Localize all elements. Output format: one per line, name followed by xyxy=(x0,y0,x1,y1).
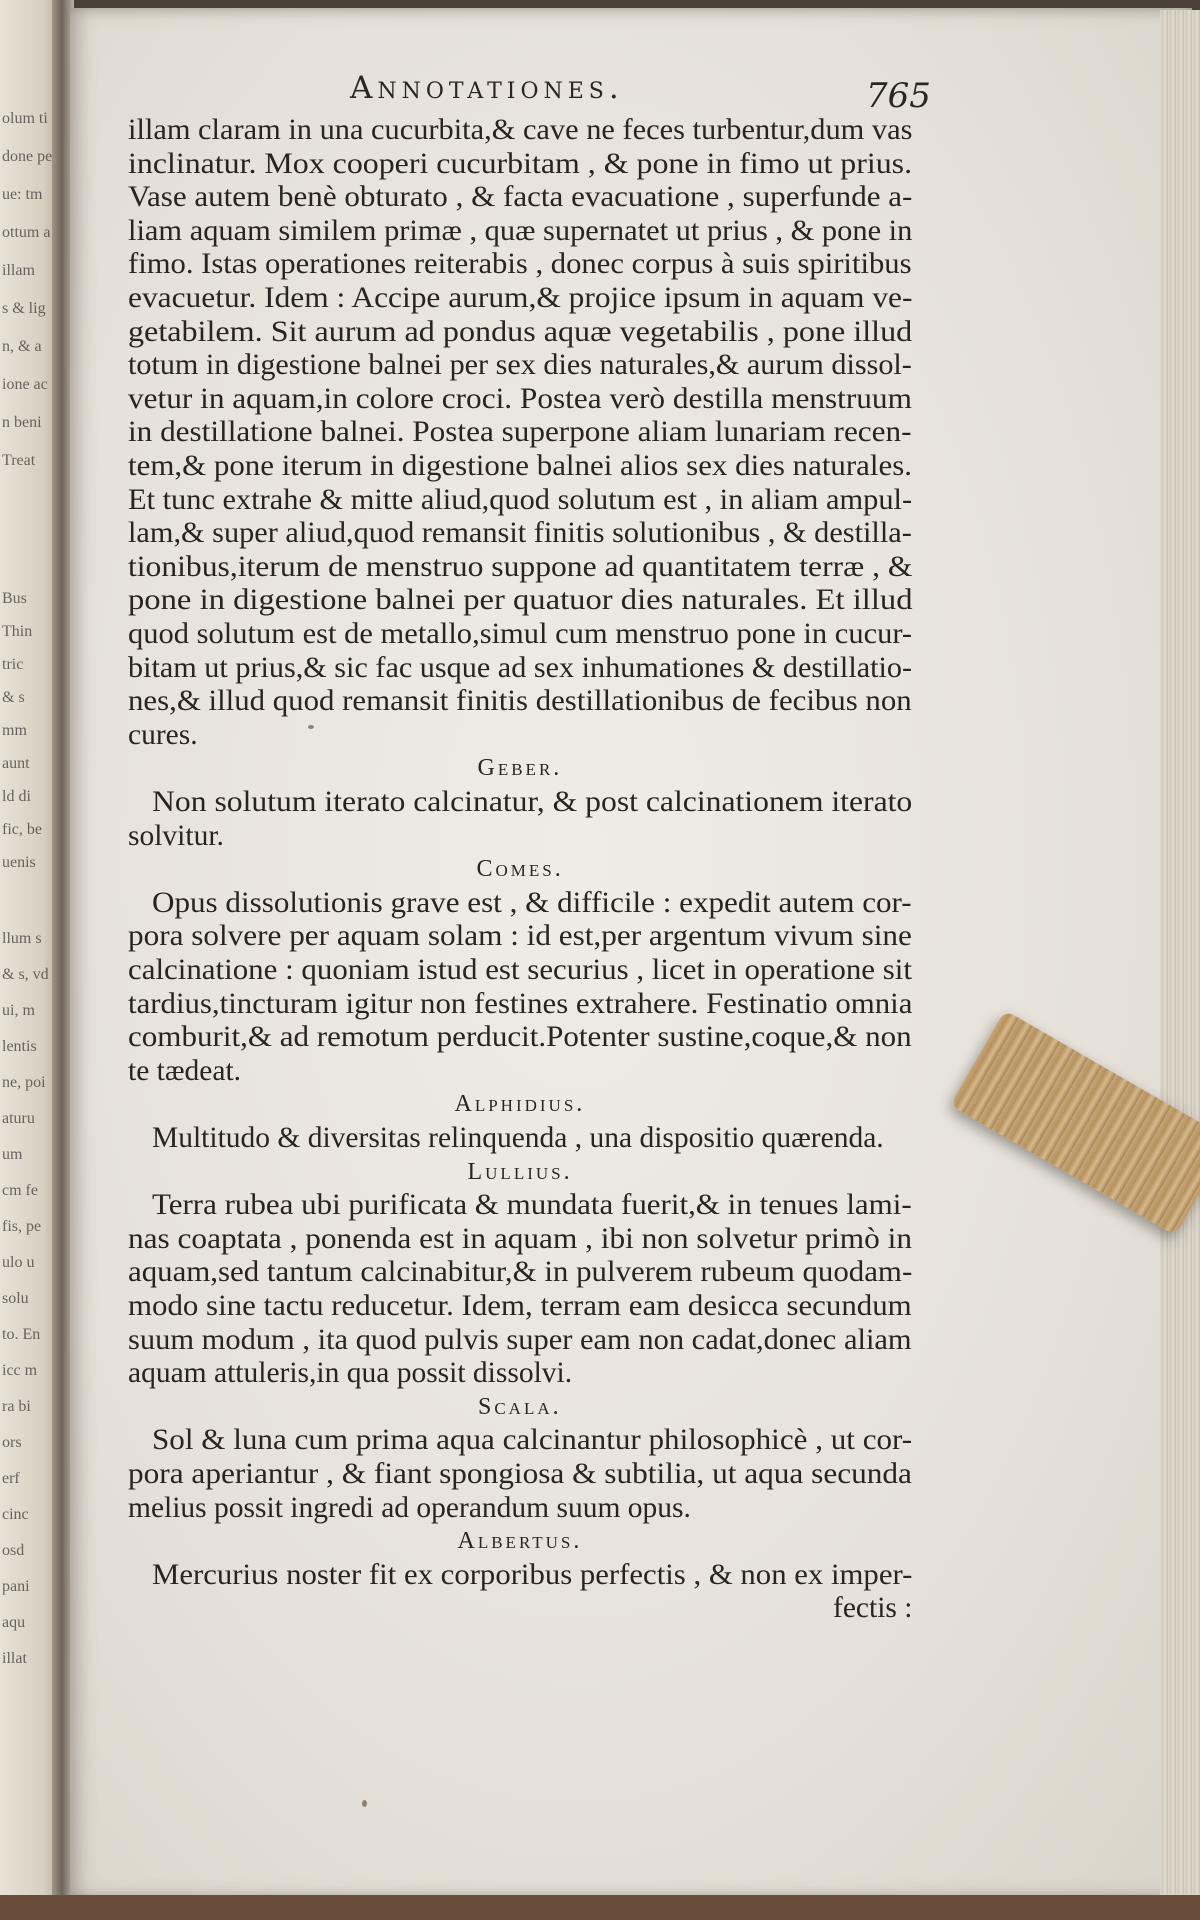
text-line: nes,& illud quod remansit finitis destillationibus de fecibus non xyxy=(128,685,912,718)
margin-fragment: ulo u xyxy=(2,1254,35,1271)
margin-fragment: ottum a xyxy=(2,224,51,241)
text-line: pora aperiantur , & fiant spongiosa & subtilia, ut aqua secunda xyxy=(128,1458,912,1490)
margin-fragment: Treat xyxy=(2,452,36,469)
text-line: Sol & luna cum prima aqua calcinantur philosophicè , ut cor- xyxy=(152,1424,913,1457)
running-title: Annotationes. xyxy=(350,70,624,106)
text-line: suum modum , ita quod pulvis super eam non cadat,donec aliam xyxy=(128,1323,912,1356)
margin-fragment: erf xyxy=(2,1470,20,1487)
margin-fragment: ra bi xyxy=(2,1398,31,1415)
text-line: solvitur. xyxy=(128,819,224,852)
catchword: fectis : xyxy=(833,1592,913,1625)
margin-fragment: osd xyxy=(2,1542,25,1559)
margin-fragment: lentis xyxy=(2,1038,37,1055)
section-heading: Lullius. xyxy=(467,1158,573,1185)
text-line: getabilem. Sit aurum ad pondus aquæ vegetabilis , pone illud xyxy=(128,315,913,348)
text-line: cures. xyxy=(128,718,198,751)
margin-fragment: ione ac xyxy=(2,376,48,393)
text-line: tem,& pone iterum in digestione balnei alios sex dies naturales. xyxy=(128,450,912,482)
margin-fragment: fic, be xyxy=(2,821,42,838)
text-line: lam,& super aliud,quod remansit finitis solutionibus , & destilla- xyxy=(128,517,912,550)
text-line: pone in digestione balnei per quatuor dies naturales. Et illud xyxy=(128,584,913,617)
paper-speck xyxy=(308,725,314,729)
margin-fragment: n, & a xyxy=(2,338,42,355)
text-line: liam aquam similem primæ , quæ supernatet ut prius , & pone in xyxy=(128,214,913,247)
text-line: nas coaptata , ponenda est in aquam , ibi non solvetur primò in xyxy=(128,1222,912,1255)
margin-fragment: um xyxy=(2,1146,23,1163)
text-line: Terra rubea ubi purificata & mundata fuerit,& in tenues lami- xyxy=(152,1189,912,1222)
text-line: bitam ut prius,& sic fac usque ad sex inhumationes & destillatio- xyxy=(128,651,913,684)
text-line: tardius,tincturam igitur non festines extrahere. Festinatio omnia xyxy=(128,987,913,1020)
section-heading: Comes. xyxy=(476,856,564,883)
text-line: in destillatione balnei. Postea superpone aliam lunariam recen- xyxy=(128,416,912,449)
margin-fragment: aunt xyxy=(2,755,30,772)
margin-fragment: ld di xyxy=(2,788,31,805)
margin-fragment: llum s xyxy=(2,930,42,947)
section-heading: Scala. xyxy=(478,1393,562,1420)
margin-fragment: & s xyxy=(2,689,25,706)
text-line: modo sine tactu reducetur. Idem, terram eam desicca secundum xyxy=(128,1290,912,1322)
text-line: Non solutum iterato calcinatur, & post calcinationem iterato xyxy=(152,786,913,818)
text-line: melius possit ingredi ad operandum suum opus. xyxy=(128,1491,691,1524)
margin-fragment: olum ti xyxy=(2,110,48,127)
text-line: evacuetur. Idem : Accipe aurum,& projice ipsum in aquam ve- xyxy=(128,282,913,314)
text-line: Mercurius noster fit ex corporibus perfectis , & non ex imper- xyxy=(152,1558,913,1591)
text-line: Vase autem benè obturato , & facta evacuatione , superfunde a- xyxy=(128,181,913,214)
paper-speck xyxy=(362,1800,367,1807)
margin-fragment: done pe xyxy=(2,148,53,165)
margin-fragment: aqu xyxy=(2,1614,26,1631)
text-line: comburit,& ad remotum perducit.Potenter sustine,coque,& non xyxy=(128,1021,912,1054)
text-line: te tædeat. xyxy=(128,1054,242,1087)
text-line: totum in digestione balnei per sex dies naturales,& aurum dissol- xyxy=(128,349,912,382)
section-heading: Geber. xyxy=(477,755,563,782)
margin-fragment: mm xyxy=(2,722,27,739)
margin-fragment: ui, m xyxy=(2,1002,35,1019)
section-heading: Alphidius. xyxy=(454,1091,586,1118)
margin-fragment: fis, pe xyxy=(2,1218,42,1235)
text-line: Opus dissolutionis grave est , & difficile : expedit autem cor- xyxy=(152,886,912,919)
text-line: inclinatur. Mox cooperi cucurbitam , & pone in fimo ut prius. xyxy=(128,147,913,180)
text-line: aquam attuleris,in qua possit dissolvi. xyxy=(128,1357,573,1390)
text-line: calcinatione : quoniam istud est securius , licet in operatione sit xyxy=(128,954,912,986)
page-stack-edge xyxy=(1160,10,1200,1900)
margin-fragment: tric xyxy=(2,656,24,673)
margin-fragment: cinc xyxy=(2,1506,29,1523)
margin-fragment: Bus xyxy=(2,590,27,607)
margin-fragment: aturu xyxy=(2,1110,35,1127)
text-line: quod solutum est de metallo,simul cum menstruo pone in cucur- xyxy=(128,618,913,650)
text-line: aquam,sed tantum calcinabitur,& in pulverem rubeum quodam- xyxy=(128,1256,913,1289)
margin-fragment: to. En xyxy=(2,1326,41,1343)
margin-fragment: & s, vd xyxy=(2,966,49,983)
margin-fragment: n beni xyxy=(2,414,42,431)
text-line: fimo. Istas operationes reiterabis , donec corpus à suis spiritibus xyxy=(128,248,912,281)
margin-fragment: ne, poi xyxy=(2,1074,46,1091)
margin-fragment: cm fe xyxy=(2,1182,38,1199)
margin-fragment: solu xyxy=(2,1290,29,1307)
text-line: Et tunc extrahe & mitte aliud,quod solutum est , in aliam ampul- xyxy=(128,483,913,516)
margin-fragment: uenis xyxy=(2,854,36,871)
margin-fragment: illam xyxy=(2,262,35,279)
section-heading: Albertus. xyxy=(457,1528,583,1555)
margin-fragment: Thin xyxy=(2,623,33,640)
text-line: vetur in aquam,in colore croci. Postea verò destilla menstruum xyxy=(128,382,912,415)
text-line: illam claram in una cucurbita,& cave ne feces turbentur,dum vas xyxy=(128,114,913,146)
margin-fragment: icc m xyxy=(2,1362,38,1379)
margin-fragment: ors xyxy=(2,1434,22,1451)
text-line: Multitudo & diversitas relinquenda , una dispositio quærenda. xyxy=(152,1122,884,1154)
page-number: 765 xyxy=(866,76,931,116)
text-line: pora solvere per aquam solam : id est,per argentum vivum sine xyxy=(128,920,912,953)
margin-fragment: illat xyxy=(2,1650,27,1667)
margin-fragment: ue: tm xyxy=(2,186,43,203)
text-line: tionibus,iterum de menstruo suppone ad quantitatem terræ , & xyxy=(128,550,913,583)
margin-fragment: s & lig xyxy=(2,300,46,317)
margin-fragment: pani xyxy=(2,1578,30,1595)
book-cover-edge xyxy=(0,1895,1200,1920)
